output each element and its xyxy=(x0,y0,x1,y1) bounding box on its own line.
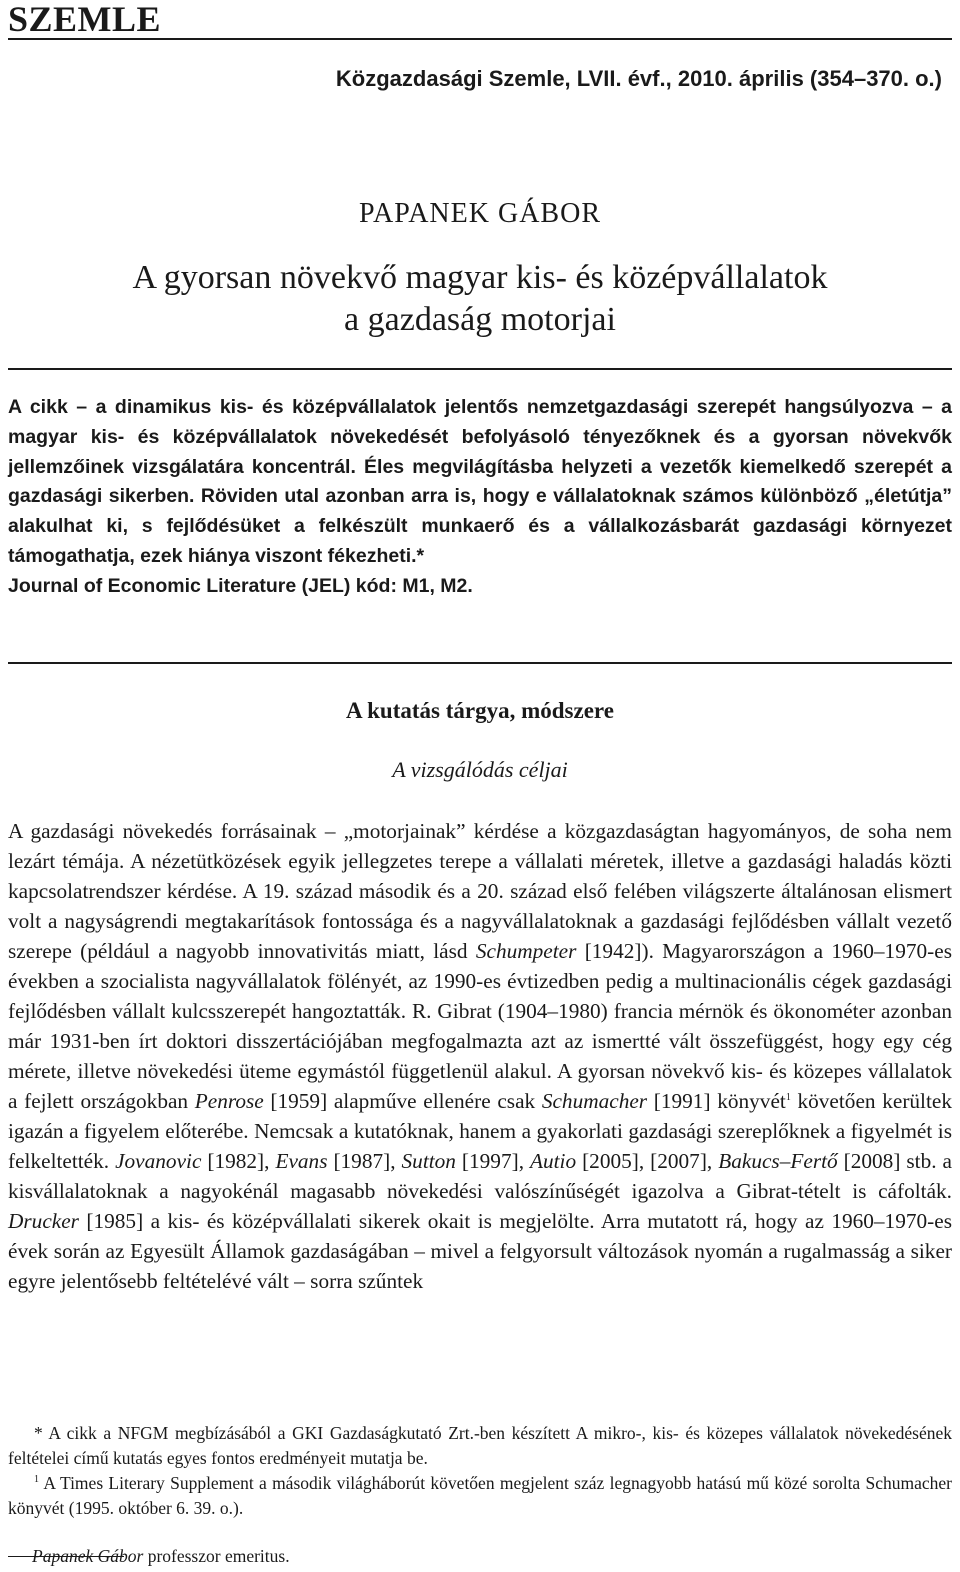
citation-schumacher: Schumacher xyxy=(541,1089,648,1113)
journal-citation: Közgazdasági Szemle, LVII. évf., 2010. április (354–370. o.) xyxy=(335,66,942,91)
citation-penrose: Penrose xyxy=(194,1089,264,1113)
header-divider xyxy=(8,38,952,40)
title-line-1: A gyorsan növekvő magyar kis- és középvállalatok xyxy=(132,259,828,296)
jel-codes: Journal of Economic Literature (JEL) kód: M1, M2. xyxy=(8,574,473,597)
section-heading: A kutatás tárgya, módszere xyxy=(346,698,614,723)
subsection-heading: A vizsgálódás céljai xyxy=(392,757,568,782)
citation-drucker: Drucker xyxy=(8,1209,79,1233)
citation-sutton: Sutton xyxy=(401,1149,456,1173)
body-text xyxy=(8,816,952,1296)
citation-schumpeter: Schumpeter xyxy=(475,939,577,963)
abstract-top-rule xyxy=(8,368,952,370)
section-label: SZEMLE xyxy=(8,0,162,39)
abstract-bottom-rule xyxy=(8,662,952,664)
citation-jovanovic: Jovanovic xyxy=(115,1149,202,1173)
article-title xyxy=(0,257,960,341)
footnote-1: $^1$ A Times Literary Supplement a második világháborút követően megjelent száz legnagyobb hatású mű közé sorolta Schumacher könyvét (1995. október 6. 39. o.). xyxy=(8,1473,952,1518)
abstract xyxy=(8,393,952,602)
citation-evans: Evans xyxy=(275,1149,328,1173)
footnotes xyxy=(8,1421,952,1521)
footnote-1-mark: 1 xyxy=(34,1474,39,1486)
footnote-ref-1: 1 xyxy=(785,1091,791,1103)
author-note-role: professzor emeritus. xyxy=(143,1546,290,1566)
body-paragraph: A gazdasági növekedés forrásainak – „motorjainak” kérdése a közgazdaságtan hagyományos, de soha nem lezárt témája. A nézetütközések egyik jellegzetes terepe a vállalati méretek, illetve a gazdasági haladás közti kapcsolatrendszer kérdése. A 19. század második és a 20. század első felében világszerte általánosan elismert volt a nagyságrendi megtakarítások fontossága és a nagyvállalatoknak a gazdasági fejlődésben vállalt vezető szerepe (például a nagyobb innovativitás miatt, lásd Schumpeter [1942]). Magyarországon a 1960–1970-es években a szocialista nagyvállalatok fölényét, az 1990-es évtizedben pedig a multinacionális cégek gazdasági fejlődésben vállalt kulcsszerepét hangoztatták. R. Gibrat (1904–1980) francia mérnök és ökonométer azonban már 1931-ben írt doktori disszertációjában megfogalmazta azt az ismertté vált összefüggést, hogy egy cég mérete, illetve növekedési üteme egymástól függetlenül alakul. A gyorsan növekvő kis- és közepes vállalatok a fejlett országokban Penrose [1959] alapműve ellenére csak Schumacher [1991] könyvét$^1$ követően kerültek igazán a figyelem előterébe. Nemcsak a kutatóknak, hanem a gyakorlati gazdasági szereplőknek a figyelmét is felkeltették. Jovanovic [1982], Evans [1987], Sutton [1997], Autio [2005], [2007], Bakucs–Fertő [2008] stb. a kisvállalatoknak a nagyokénál magasabb növekedési valószínűségét igazolva a Gibrat-tételt is cáfolták. Drucker [1985] a kis- és középvállalati sikerek okait is megjelölte. Arra mutatott rá, hogy az 1960–1970-es évek során az Egyesült Államok gazdaságában – mivel a felgyorsult változások nyomán a rugalmasság a siker egyre jelentősebb feltételévé vált – sorra szűntek xyxy=(8,819,952,1293)
abstract-text: A cikk – a dinamikus kis- és középvállalatok jelentős nemzetgazdasági szerepét hangsúlyozva – a magyar kis- és középvállalatok növekedését befolyásoló tényezőknek és a gyorsan növekvők jellemzőinek vizsgálatára koncentrál. Éles megvilágításba helyzeti a vezetők kiemelkedő szerepét a gazdasági sikerben. Röviden utal azonban arra is, hogy e vállalatoknak számos különböző „életútja” alakulhat ki, s fejlődésüket a felkészült munkaerő és a vállalkozásbarát gazdasági környezet támogathatja, ezek hiánya viszont fékezheti.* xyxy=(8,396,952,567)
citation-bakucs-ferto: Bakucs–Fertő xyxy=(718,1149,838,1173)
article-author: PAPANEK GÁBOR xyxy=(358,198,601,229)
author-note xyxy=(32,1544,290,1568)
author-note-name: Papanek Gábor xyxy=(32,1546,144,1566)
citation-autio: Autio xyxy=(529,1149,577,1173)
footnote-star: * A cikk a NFGM megbízásából a GKI Gazdaságkutató Zrt.-ben készített A mikro-, kis- és közepes vállalatok növekedésének feltételei című kutatás egyes fontos eredményeit mutatja be. xyxy=(8,1423,952,1468)
title-line-2: a gazdaság motorjai xyxy=(344,301,616,338)
